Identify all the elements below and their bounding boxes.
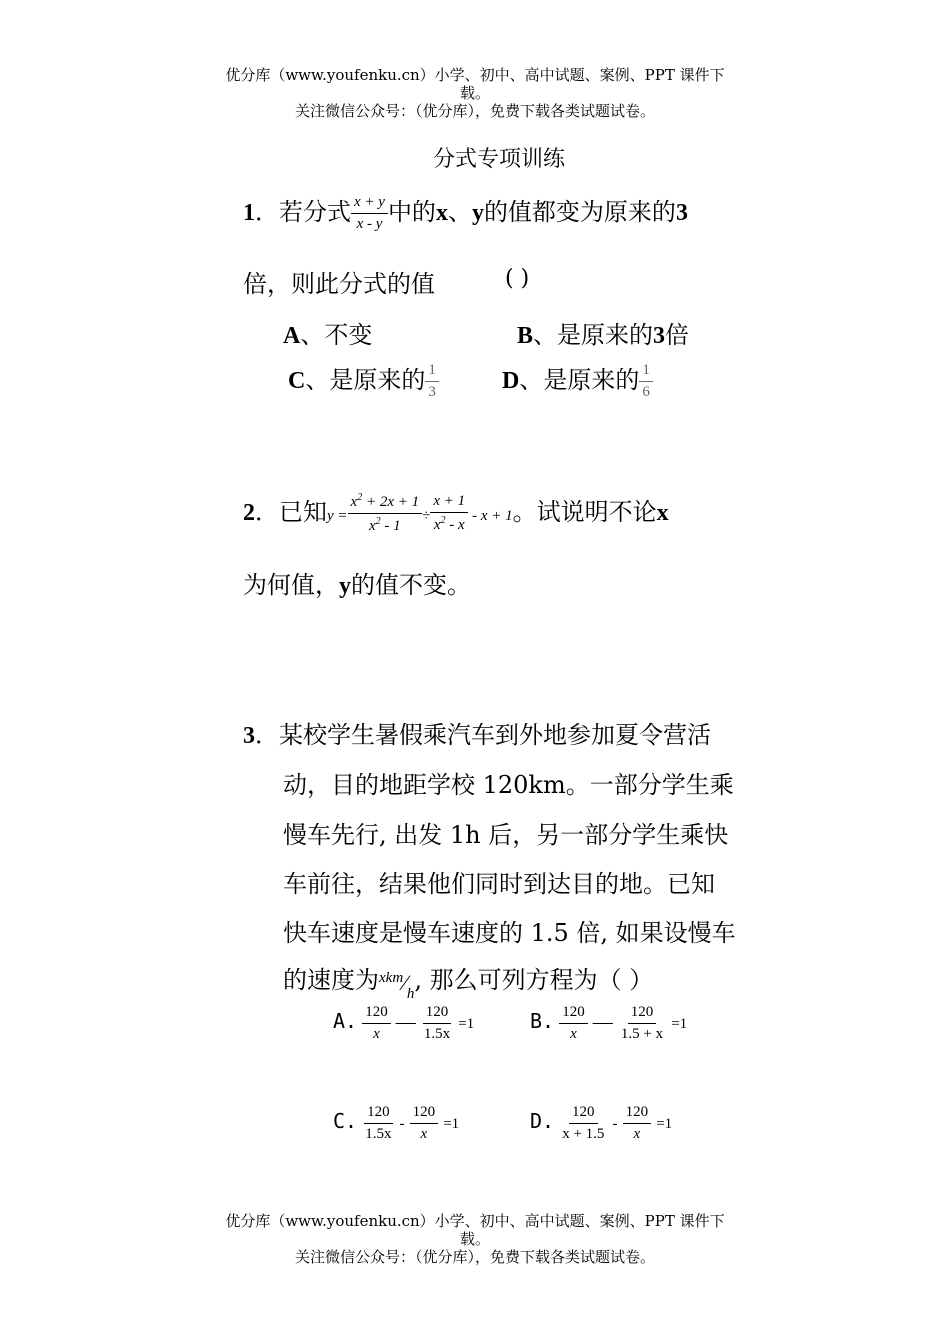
q3-d-eq: =1 [656, 1116, 673, 1132]
q1-option-a-text: 、不变 [300, 321, 373, 349]
q2-line-1 [243, 492, 669, 534]
footer-line-3: 关注微信公众号：（优分库），免费下载各类试题试卷。 [294, 1248, 655, 1266]
q3-line-5: 快车速度是慢车速度的 1.5 倍, 如果设慢车 [283, 919, 736, 947]
q1-option-b-text: 、是原来的 [533, 321, 654, 349]
q1-answer-paren: ( ) [505, 266, 530, 291]
q1-option-c-fraction [425, 363, 439, 400]
q3-line-2: 动，目的地距学校 120km。一部分学生乘 [283, 771, 734, 799]
q1-option-d-fraction [639, 363, 653, 400]
q1-y: y [471, 200, 484, 226]
q3-option-c-label: C. [333, 1109, 358, 1133]
header-line-2: 载。 [459, 84, 490, 102]
q3-a-frac-2: $\frac{120}{1.5x}$ [423, 1004, 451, 1042]
q1-line-1 [243, 192, 688, 232]
q1-option-c-den: 3 [428, 384, 436, 400]
q3-b-frac-1: $\frac{120}{x}$ [559, 1005, 588, 1042]
q3-unit-h: h [406, 986, 415, 1002]
q1-option-b-label: B [517, 323, 534, 349]
q3-option-c [333, 1105, 459, 1142]
q1-x: x [435, 200, 448, 226]
q1-option-c [288, 360, 439, 400]
q3-a-op: — [395, 1011, 416, 1033]
header-line-1: 优分库（www.youfenku.cn）小学、初中、高中试题、案例、PPT 课件下 [225, 66, 725, 84]
q3-option-b-label: B. [530, 1009, 555, 1033]
q3-c-frac-2: $\frac{120}{x}$ [410, 1105, 439, 1142]
footer-line-1: 优分库（www.youfenku.cn）小学、初中、高中试题、案例、PPT 课件下 [225, 1212, 725, 1230]
q3-c-frac-1: $\frac{120}{1.5x}$ [365, 1104, 392, 1142]
q3-b-op: — [592, 1011, 613, 1033]
q2-line-2-y: y [339, 573, 351, 599]
q1-option-d-text: 、是原来的 [519, 366, 640, 394]
q1-option-c-num: 1 [425, 363, 439, 382]
q1-post: 的值都变为原来的 [483, 198, 676, 226]
q3-d-op: - [612, 1116, 618, 1132]
q3-number: 3 [243, 723, 255, 749]
q1-pre: ．若分式 [255, 198, 351, 226]
q3-c-eq: =1 [443, 1116, 460, 1132]
page-title: 分式专项训练 [432, 147, 565, 172]
q3-option-a-label: A. [333, 1009, 358, 1033]
q2-line-2a: 为何值， [243, 571, 339, 599]
q2-tail: - x + 1 [472, 508, 513, 524]
q2-fraction-1 [348, 493, 423, 534]
q3-line-6: 的速度为$^{xkm}∕_h$, 那么可列方程为（ ） [283, 966, 654, 1002]
q3-b-eq: =1 [671, 1016, 688, 1032]
q1-option-d-label: D [502, 368, 520, 394]
q3-line-1 [243, 715, 711, 750]
q1-number: 1 [243, 200, 255, 226]
q3-a-eq: =1 [458, 1016, 475, 1032]
q1-option-b-tail: 倍 [665, 321, 690, 349]
q1-option-d-num: 1 [639, 363, 653, 382]
q2-y-eq: y = [327, 508, 348, 524]
q1-frac-num: x + y [351, 195, 388, 214]
q3-l6a: 的速度为 [283, 966, 379, 994]
q3-b-frac-2: $\frac{120}{1.5 + x}$ [620, 1004, 664, 1042]
q1-mid: 中的 [387, 198, 436, 226]
q2-f2-num: x + 1 [430, 494, 468, 513]
q3-l6b: , 那么可列方程为（ ） [414, 966, 654, 994]
q1-option-c-text: 、是原来的 [305, 366, 426, 394]
q2-div: ÷ [422, 508, 431, 524]
q3-l1: ．某校学生暑假乘汽车到外地参加夏令营活 [255, 721, 711, 749]
q1-option-a [283, 315, 372, 350]
q2-number: 2 [243, 500, 255, 526]
q3-d-frac-2: $\frac{120}{x}$ [623, 1105, 652, 1142]
q3-option-a [333, 1005, 474, 1042]
q1-option-d-den: 6 [642, 384, 650, 400]
q2-line-2 [243, 565, 471, 600]
q2-post: 。试说明不论 [512, 498, 657, 526]
q3-a-frac-1: $\frac{120}{x}$ [362, 1005, 391, 1042]
q3-option-d-label: D. [530, 1109, 555, 1133]
q2-f1-num: $x^2 + 2x + 1$ [348, 493, 423, 514]
q2-f2-den: $x^2$ - x [433, 515, 465, 533]
q1-three: 3 [675, 200, 688, 226]
footer-line-2: 载。 [459, 1230, 490, 1248]
q3-line-4: 车前往，结果他们同时到达目的地。已知 [283, 870, 715, 898]
q1-option-d [502, 360, 653, 400]
q2-fraction-2 [430, 494, 468, 533]
q1-option-a-label: A [283, 323, 301, 349]
q1-sep: 、 [447, 198, 472, 226]
q3-unit-km: xkm [379, 970, 404, 986]
header-line-3: 关注微信公众号：（优分库），免费下载各类试题试卷。 [294, 102, 655, 120]
q3-d-frac-1: $\frac{120}{x + 1.5}$ [562, 1104, 605, 1142]
q1-fraction [351, 195, 388, 232]
q3-option-b [530, 1005, 687, 1042]
q3-option-d [530, 1105, 672, 1142]
q1-line-2: 倍，则此分式的值 [243, 270, 435, 298]
q3-line-3: 慢车先行, 出发 1h 后，另一部分学生乘快 [283, 821, 729, 849]
q1-option-c-label: C [288, 368, 306, 394]
q2-x: x [656, 500, 669, 526]
q2-line-2b: 的值不变。 [351, 571, 471, 599]
q1-option-b-three: 3 [653, 323, 666, 349]
q3-c-op: - [399, 1116, 405, 1132]
q2-f1-den: $x^2 - 1$ [368, 516, 401, 534]
q2-pre: ．已知 [255, 498, 327, 526]
q1-frac-den: x - y [356, 216, 383, 232]
q1-option-b [517, 315, 689, 350]
